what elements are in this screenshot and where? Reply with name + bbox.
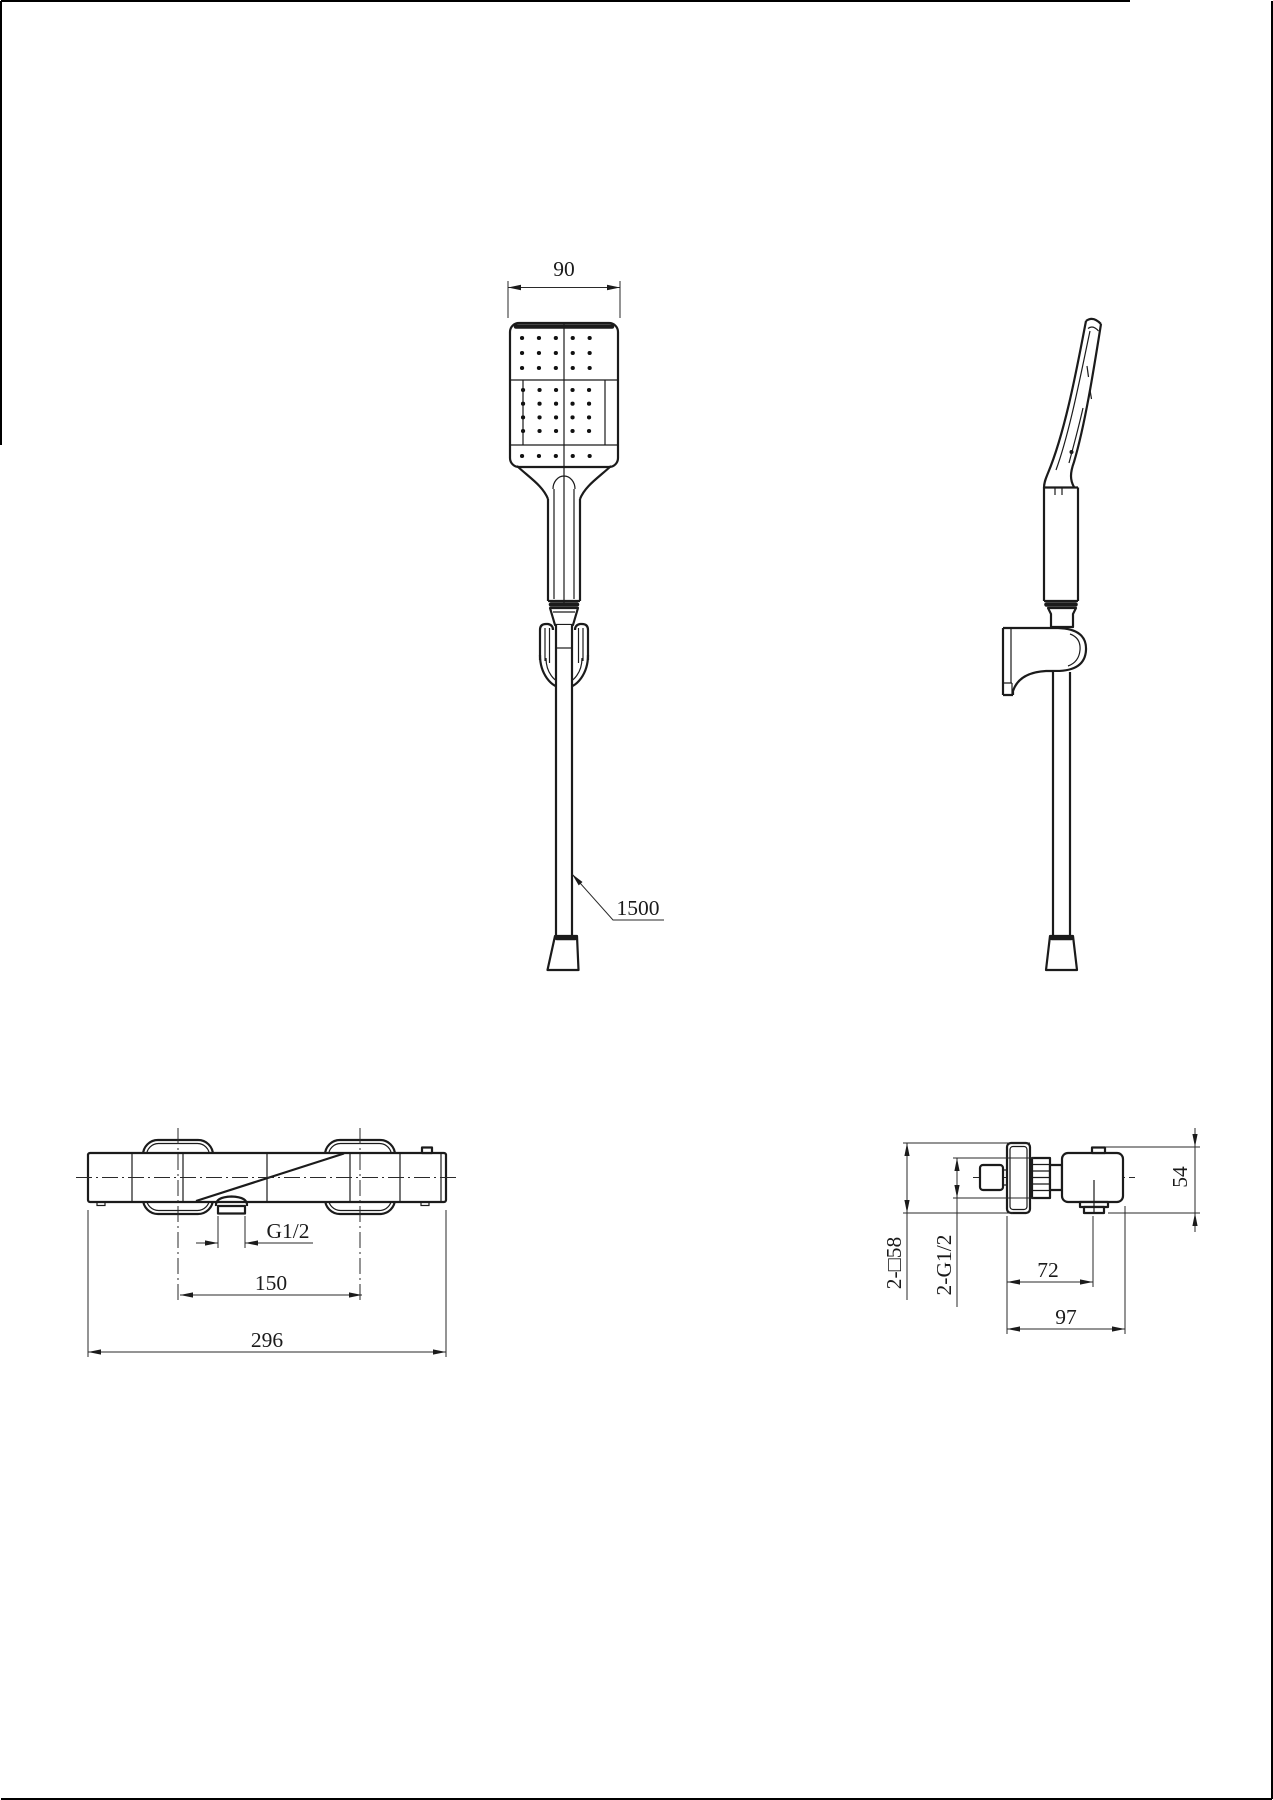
handset-side-view [1003, 319, 1101, 970]
dim-outlet-offset-label: 72 [1037, 1258, 1059, 1282]
temp-knob-side [980, 1165, 1003, 1190]
body-top-nub [1092, 1148, 1105, 1154]
top-nub [422, 1148, 432, 1154]
arrow-left [1007, 1326, 1020, 1331]
shower-head-face [510, 323, 618, 467]
dim-hose-length [572, 874, 664, 920]
hose-mask [556, 625, 572, 936]
dim-outlet-offset [1007, 1216, 1093, 1334]
dim-body-depth [1007, 1206, 1125, 1334]
arrow-left-in [245, 1240, 258, 1245]
arrow-up [954, 1158, 959, 1171]
arrow-left [1007, 1279, 1020, 1284]
handle-inner-lines [553, 467, 575, 604]
holder-body-outline [1003, 628, 1086, 695]
dim-port-spacing-label: 150 [254, 1271, 288, 1295]
handset-handle-front [517, 466, 611, 625]
hose-mask [1053, 672, 1070, 936]
arrow-right [1080, 1279, 1093, 1284]
dim-inlet-threads-label: 2-G1/2 [932, 1234, 956, 1296]
blade-inner-lines [1056, 331, 1092, 470]
arrow-up [1192, 1213, 1197, 1226]
arrow-left [508, 285, 521, 290]
dim-escutcheon-square-label: 2-□58 [882, 1236, 906, 1290]
handset-handle-side [1044, 488, 1078, 628]
dim-outlet-thread-label: G1/2 [266, 1219, 310, 1243]
head-blade-left-edge [1044, 321, 1086, 488]
arrow-right-in [205, 1240, 218, 1245]
handset-front-view [508, 257, 664, 970]
hose-end-fitting [548, 936, 579, 970]
dim-port-spacing [180, 1271, 362, 1298]
arrow-up [904, 1143, 909, 1156]
dim-body-height-label: 54 [1168, 1166, 1192, 1188]
head-blade-tip [1086, 319, 1101, 324]
arrow-down [954, 1185, 959, 1198]
shower-head-side [1044, 319, 1101, 488]
dim-hose-length-label: 1500 [616, 896, 660, 920]
valve-shaft [1050, 1165, 1062, 1190]
shower-hose-side [1046, 672, 1077, 970]
arrow-left [180, 1292, 193, 1297]
dim-outlet-thread [196, 1216, 313, 1248]
wall-holder-side [1003, 628, 1086, 695]
tip-inner-line [1088, 327, 1099, 331]
arrow-right [1112, 1326, 1125, 1331]
arrow-down [904, 1200, 909, 1213]
handle-top-ticks [1055, 488, 1062, 495]
head-face-lines [510, 323, 618, 467]
dim-head-width-label: 90 [553, 257, 575, 281]
arrow-right [607, 285, 620, 290]
left-foot [97, 1202, 105, 1206]
blade-dot [1070, 450, 1074, 454]
arrow-right [433, 1349, 446, 1354]
handle-side-outline [1044, 488, 1078, 602]
outlet-nut [218, 1206, 245, 1214]
dim-head-width-lines [508, 281, 620, 318]
handle-cone-connector [550, 608, 578, 625]
dim-body-depth-label: 97 [1055, 1305, 1077, 1329]
right-foot [421, 1202, 429, 1206]
connector-side [1048, 608, 1076, 627]
mixer-front-view [76, 1128, 456, 1357]
hose-end-fitting [1046, 936, 1077, 970]
arrow-left [88, 1349, 101, 1354]
dim-head-width [508, 257, 620, 318]
arrow-down [1192, 1134, 1197, 1147]
mixer-side-view [882, 1128, 1200, 1334]
dim-overall-length-label: 296 [250, 1328, 284, 1352]
mixer-body-side [1062, 1153, 1123, 1202]
